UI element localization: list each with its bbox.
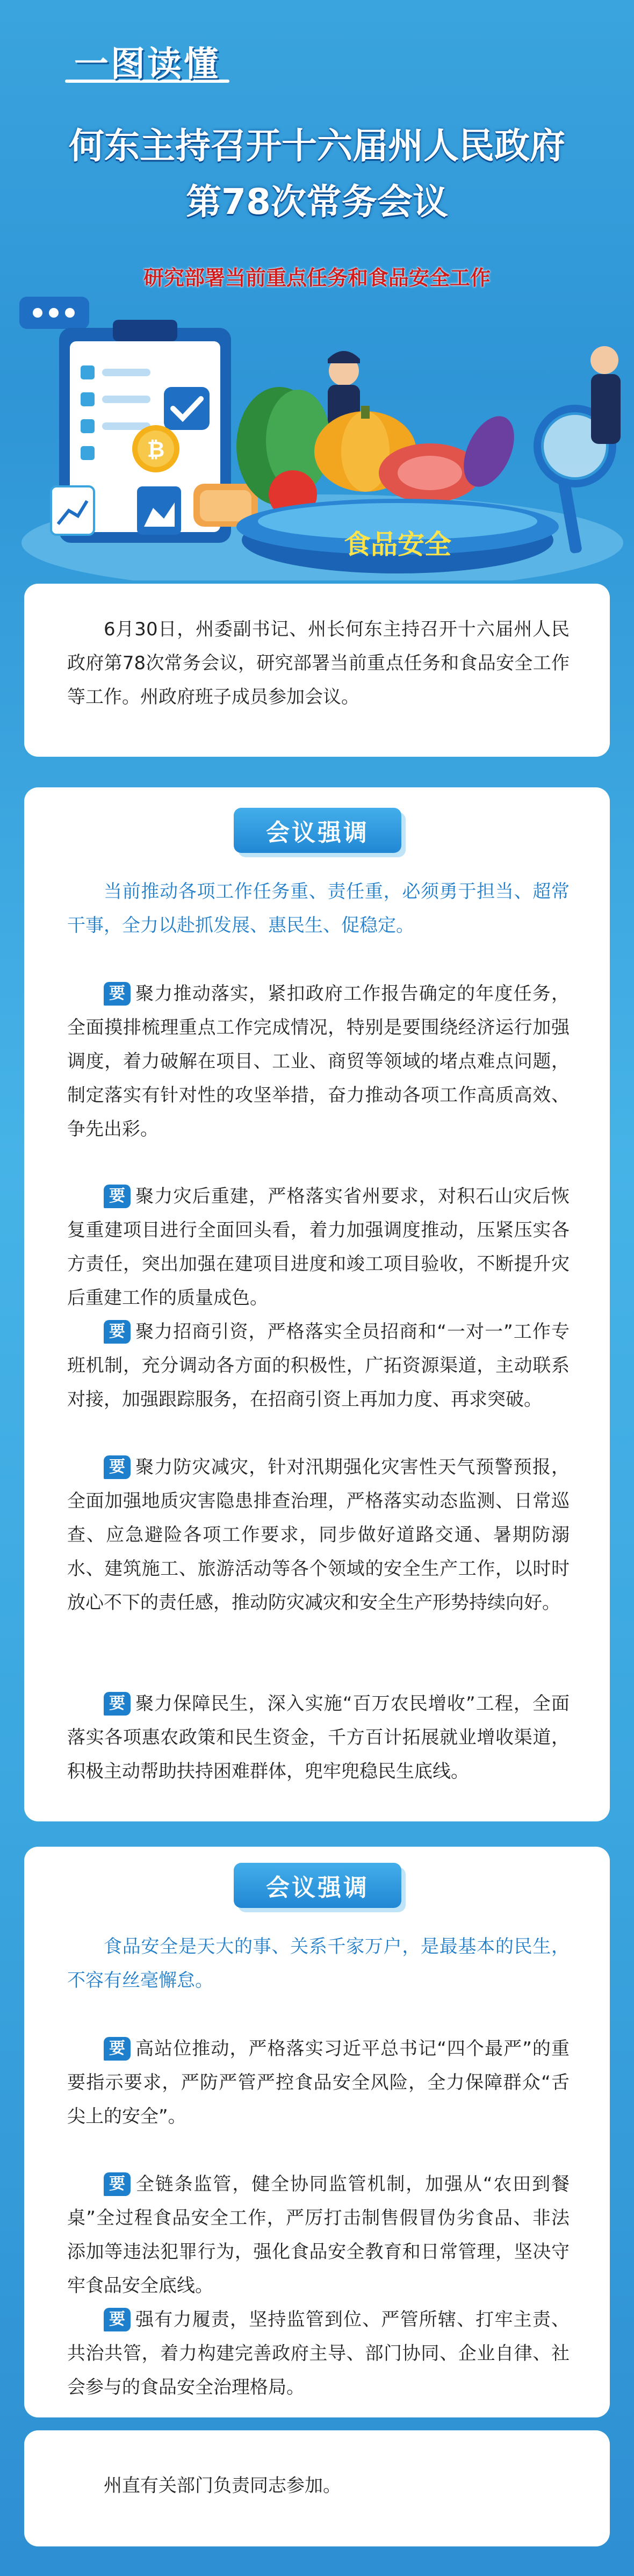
checkmark-icon (164, 387, 210, 430)
list-item (67, 2166, 570, 2303)
section1-lead: 当前推动各项工作任务重、责任重，必须勇于担当、超常干事，全力以赴抓发展、惠民生、促稳定。 (67, 881, 570, 936)
yao-badge: 要 (104, 2172, 131, 2196)
intro-text: 6月30日，州委副书记、州长何东主持召开十六届州人民政府第78次常务会议，研究部署当前重点任务和食品安全工作等工作。州政府班子成员参加会议。 (67, 619, 570, 708)
yao-badge: 要 (104, 2037, 131, 2061)
yao-badge: 要 (104, 982, 131, 1006)
svg-text:₿: ₿ (147, 437, 165, 462)
list-item-text: 全链条监管，健全协同监管机制，加强从“农田到餐桌”全过程食品安全工作，严厉打击制售假冒伪劣食品、非法添加等违法犯罪行为，强化食品安全教育和日常管理，坚决守牢食品安全底线。 (67, 2173, 570, 2297)
list-item-text: 强有力履责，坚持监管到位、严管所辖、打牢主责、共治共管，着力构建完善政府主导、部门协同、企业自律、社会参与的食品安全治理格局。 (67, 2309, 570, 2398)
yao-badge: 要 (104, 1320, 131, 1344)
section2-card (24, 1847, 610, 2417)
section2-heading-text: 会议强调 (266, 1874, 369, 1901)
list-item (67, 1450, 570, 1620)
list-item (67, 1179, 570, 1315)
page-title-line1: 何东主持召开十六届州人民政府 (69, 125, 565, 167)
coin-icon (132, 425, 179, 472)
section1-heading (234, 808, 401, 853)
banner (62, 33, 233, 89)
list-item-text: 聚力保障民生，深入实施“百万农民增收”工程，全面落实各项惠农政策和民生资金，千方百计拓展就业增收渠道，积极主动帮助扶持困难群体，兜牢兜稳民生底线。 (67, 1693, 570, 1782)
list-item (67, 2302, 570, 2405)
yao-badge: 要 (104, 1455, 131, 1479)
yao-badge: 要 (104, 1185, 131, 1208)
list-item-text: 聚力推动落实，紧扣政府工作报告确定的年度任务，全面摸排梳理重点工作完成情况，特别是要围绕经济运行加强调度，着力破解在项目、工业、商贸等领域的堵点难点问题，制定落实有针对性的攻坚举措，奋力推动各项工作高质高效、争先出彩。 (67, 983, 570, 1140)
section2-heading (234, 1863, 401, 1908)
list-item (67, 1314, 570, 1417)
list-item-text: 聚力防灾减灾，针对汛期强化灾害性天气预警预报，全面加强地质灾害隐患排查治理，严格落实动态监测、日常巡查、应急避险各项工作要求，同步做好道路交通、暑期防溺水、建筑施工、旅游活动等各个领域的安全生产工作，以时时放心不下的责任感，推动防灾减灾和安全生产形势持续向好。 (67, 1456, 570, 1613)
list-item (67, 1686, 570, 1789)
list-item-text: 高站位推动，严格落实习近平总书记“四个最严”的重要指示要求，严防严管严控食品安全风险，全力保障群众“舌尖上的安全”。 (67, 2038, 570, 2127)
chat-bubble-icon (19, 297, 89, 329)
hero-header (0, 0, 634, 580)
food-safety-illustration (0, 290, 634, 580)
section1-heading-text: 会议强调 (266, 819, 369, 846)
banner-text: 一图读懂 (74, 45, 220, 84)
list-item-text: 聚力招商引资，严格落实全员招商和“一对一”工作专班机制，充分调动各方面的积极性，广拓资源渠道，主动联系对接，加强跟踪服务，在招商引资上再加力度、再求突破。 (67, 1321, 570, 1410)
list-item (67, 976, 570, 1146)
list-item-text: 聚力灾后重建，严格落实省州要求，对积石山灾后恢复重建项目进行全面回头看，着力加强调度推动，压紧压实各方责任，突出加强在建项目进度和竣工项目验收，不断提升灾后重建工作的质量成色。 (67, 1186, 570, 1309)
page-title-line2: 第78次常务会议 (186, 181, 448, 223)
intro-card (24, 584, 610, 757)
section2-lead: 食品安全是天大的事、关系千家万户，是最基本的民生，不容有丝毫懈怠。 (67, 1936, 570, 1991)
section1-card (24, 787, 610, 1821)
closing-card (24, 2430, 610, 2546)
yao-badge: 要 (104, 1692, 131, 1716)
yao-badge: 要 (104, 2308, 131, 2331)
page-subtitle: 研究部署当前重点任务和食品安全工作 (143, 266, 491, 290)
list-item (67, 2031, 570, 2134)
closing-text: 州直有关部门负责同志参加。 (104, 2475, 341, 2496)
plate-label: 食品安全 (344, 529, 451, 560)
